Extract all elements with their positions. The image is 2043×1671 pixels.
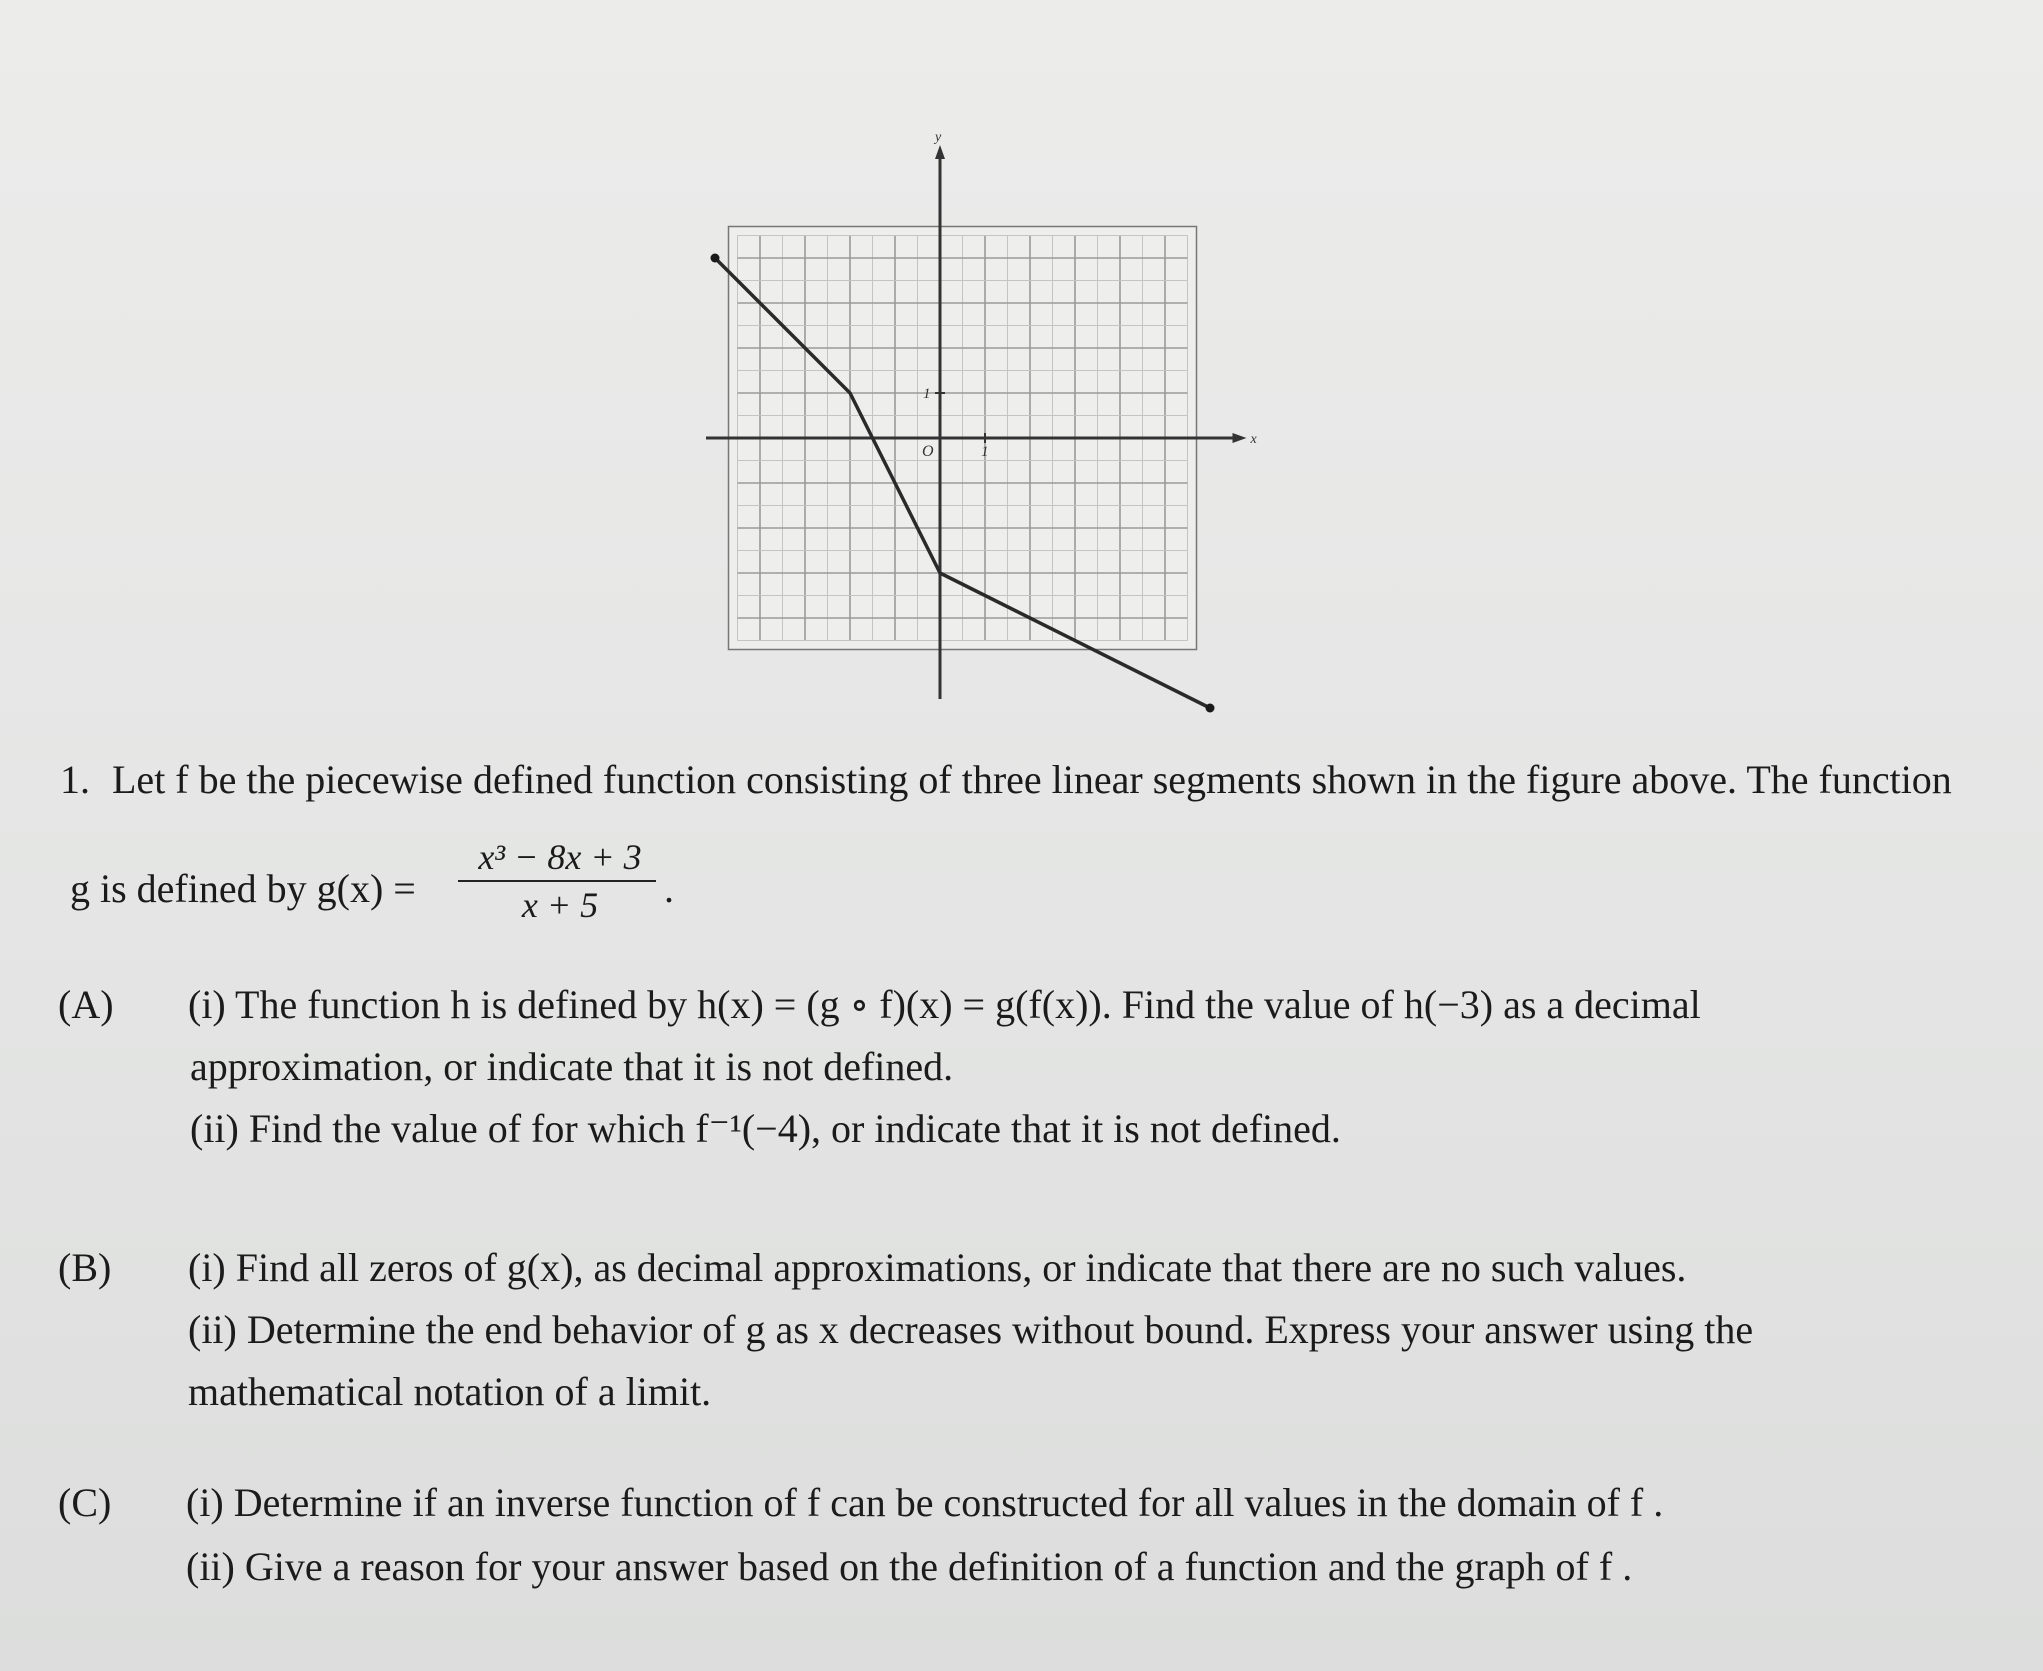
problem-number: 1. [60, 757, 90, 802]
part-a-i-line1: (i) The function h is defined by h(x) = (g ∘ f)(x) = g(f(x)). Find the value of h(−3) as a decimal [188, 982, 1701, 1027]
endpoint-dot [1206, 704, 1215, 713]
part-b-ii-line1: (ii) Determine the end behavior of g as x decreases without bound. Express your answer using the [188, 1307, 1754, 1352]
function-graph [640, 100, 1320, 730]
problem-intro-line2: g is defined by g(x) = [70, 866, 416, 911]
y-axis-label: y [935, 130, 942, 145]
g-numerator: x³ − 8x + 3 [478, 837, 642, 877]
g-fraction-bar [458, 880, 656, 882]
part-b-ii-line2: mathematical notation of a limit. [188, 1369, 712, 1414]
y-axis-arrow [935, 145, 945, 159]
endpoint-dot [711, 254, 720, 263]
part-b-i: (i) Find all zeros of g(x), as decimal approximations, or indicate that there are no such values. [188, 1245, 1687, 1290]
origin-label: O [922, 443, 934, 460]
part-c-label: (C) [58, 1480, 112, 1525]
g-denominator: x + 5 [521, 885, 599, 925]
part-a-i-line2: approximation, or indicate that it is not defined. [190, 1044, 954, 1089]
part-c-i: (i) Determine if an inverse function of f can be constructed for all values in the domain of f . [186, 1480, 1664, 1525]
y-tick-label: 1 [923, 386, 931, 402]
x-axis-label: x [1250, 432, 1257, 447]
g-period: . [664, 866, 674, 911]
part-a-ii: (ii) Find the value of for which f⁻¹(−4), or indicate that it is not defined. [190, 1106, 1341, 1151]
part-c-ii: (ii) Give a reason for your answer based on the definition of a function and the graph of f . [186, 1544, 1633, 1589]
part-a-label: (A) [58, 982, 114, 1027]
problem-intro-line1: Let f be the piecewise defined function consisting of three linear segments shown in the figure above. The function [112, 757, 1952, 802]
x-axis-arrow [1233, 433, 1247, 443]
x-tick-label: 1 [981, 444, 989, 460]
part-b-label: (B) [58, 1245, 112, 1290]
